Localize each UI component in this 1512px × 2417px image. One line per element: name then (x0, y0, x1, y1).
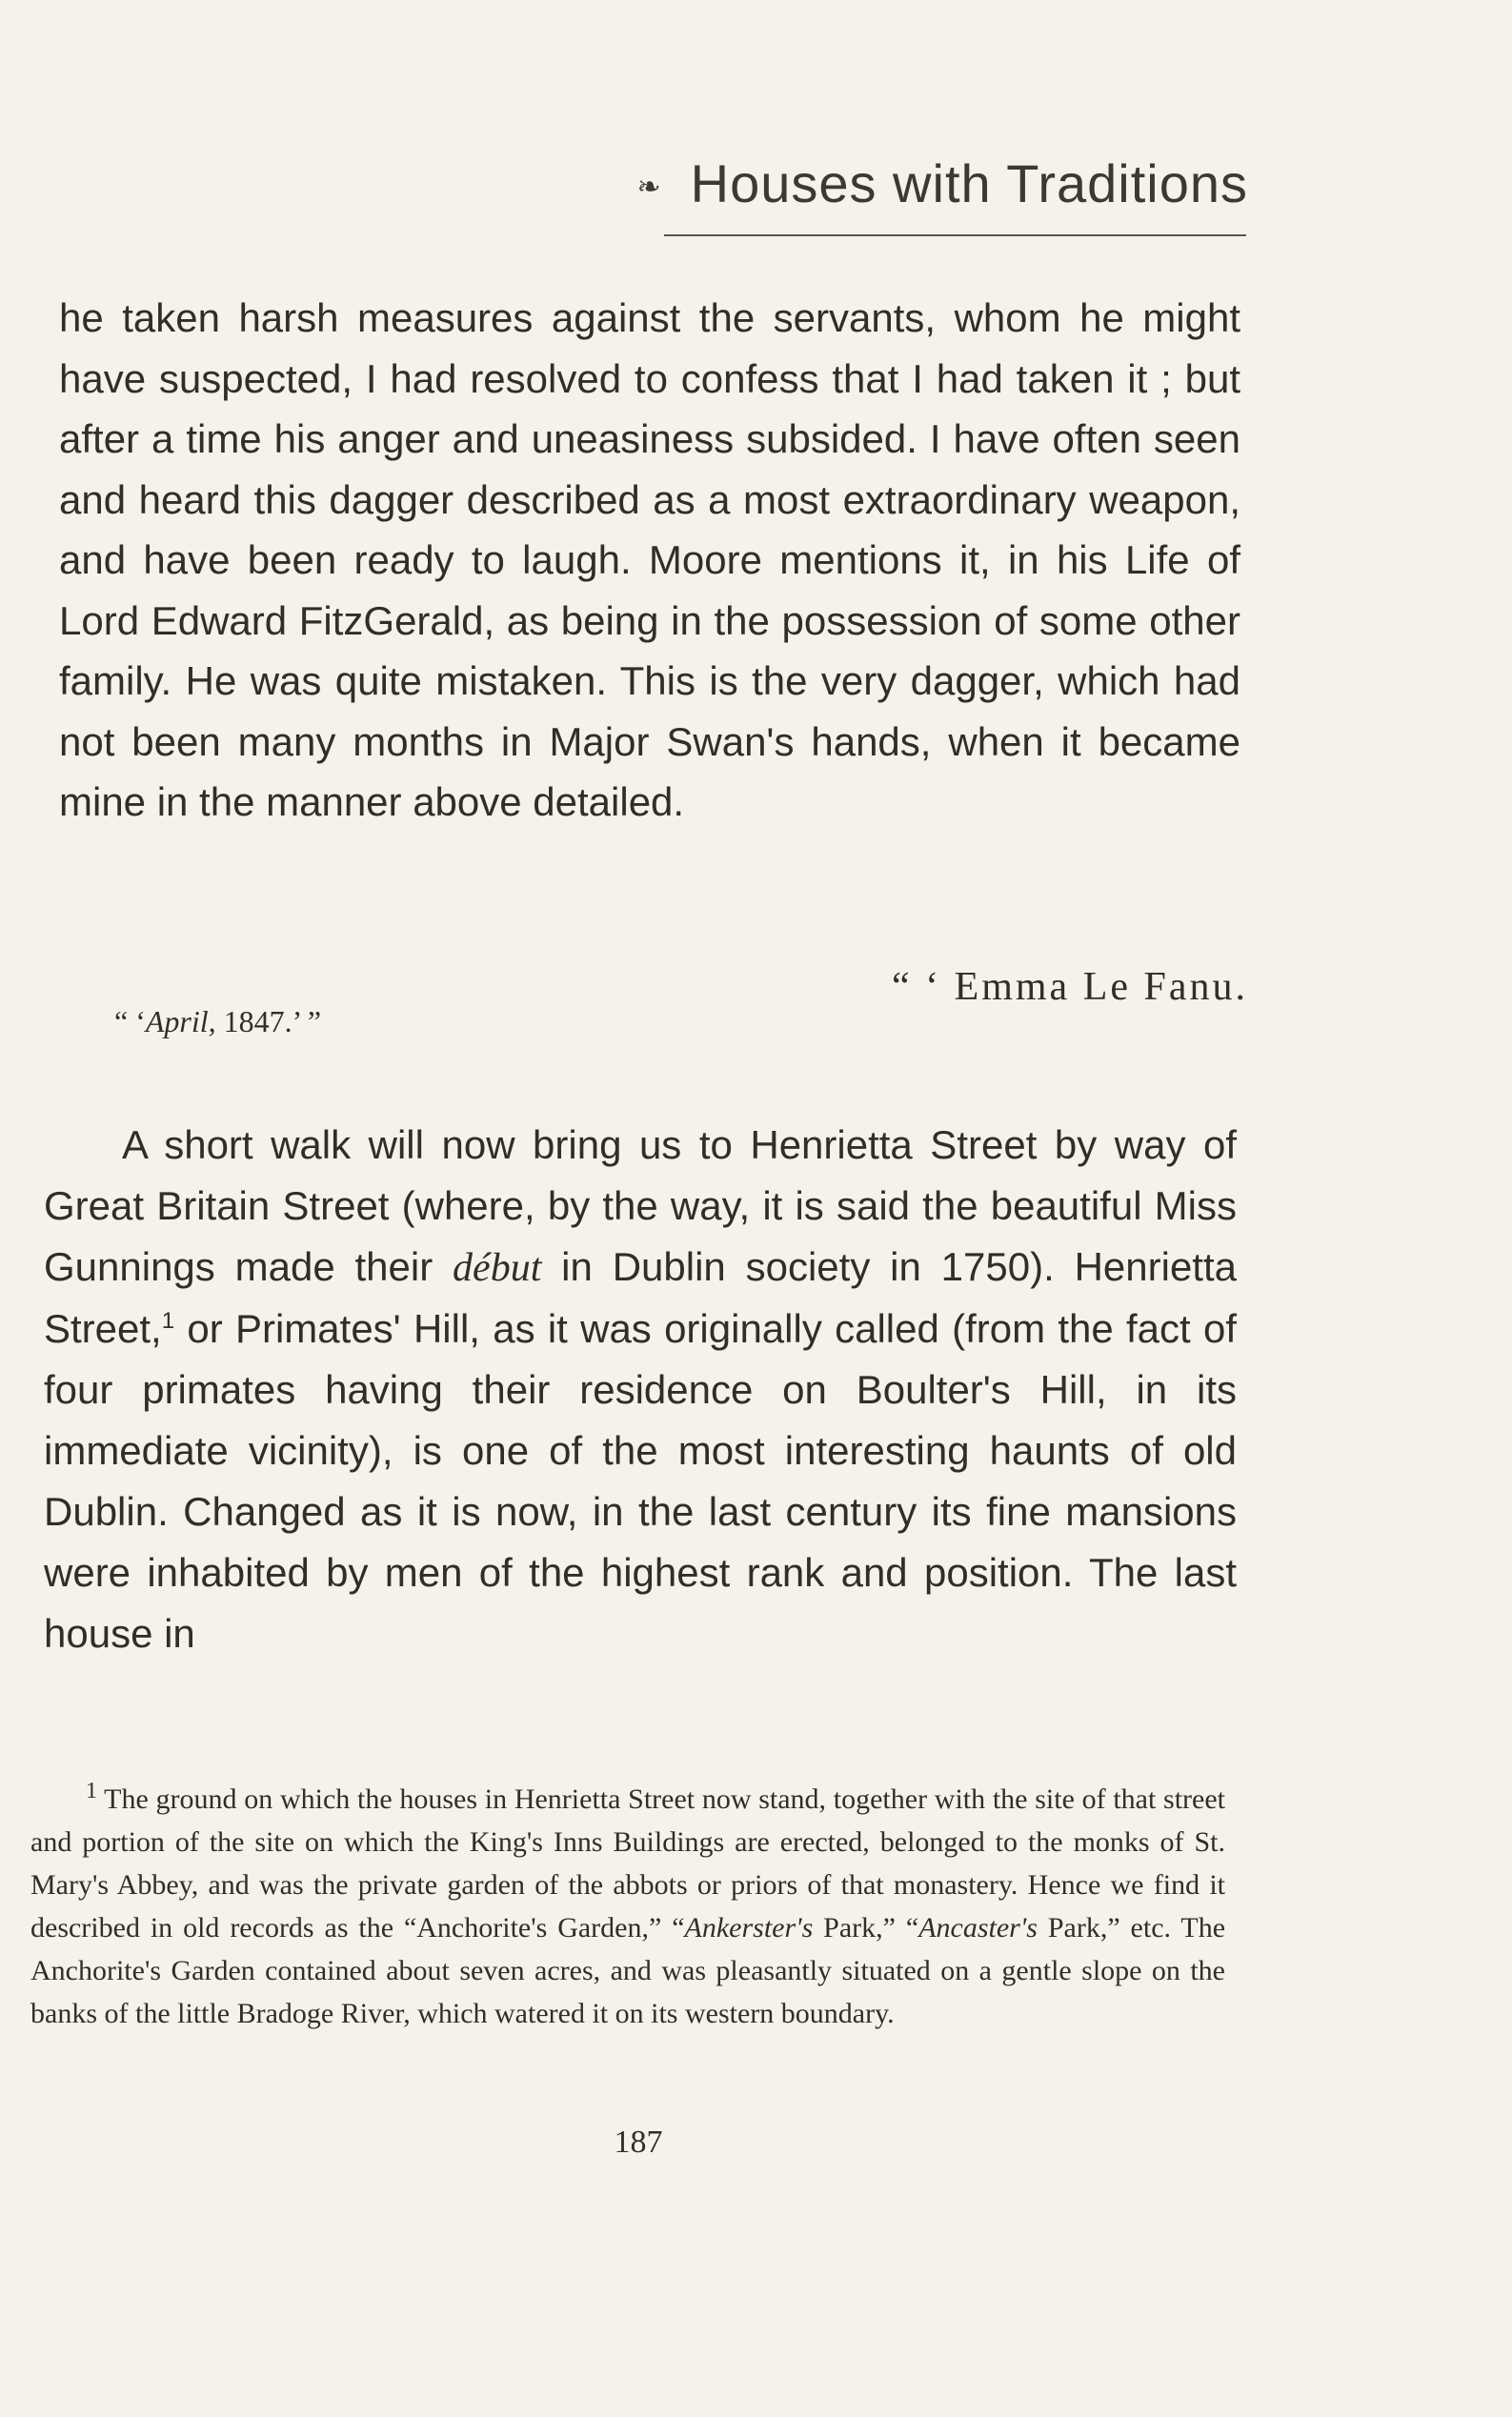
body-paragraph-1 (59, 288, 1240, 833)
date-month: April, (145, 1004, 216, 1038)
date-line (114, 1004, 321, 1039)
paragraph-text: he taken harsh measures against the servants, whom he might have suspected, I had resolved to confess that I had taken it ; but after a time his anger and uneasiness subsided. I have often seen and heard this dagger described as a most extraordinary weapon, and have been ready to laugh. Moore mentions it, in his Life of Lord Edward FitzGerald, as being in the possession of some other family. He was quite mistaken. This is the very dagger, which had not been many months in Major Swan's hands, when it became mine in the manner above detailed. (59, 295, 1240, 824)
fleuron-ornament-icon: ❧ (636, 171, 662, 203)
footnote-italic-1: Ankerster's (684, 1912, 814, 1944)
running-head-title: Houses with Traditions (690, 153, 1248, 213)
para2-debut: début (453, 1246, 542, 1290)
running-head (562, 152, 1248, 214)
para2-text-2: in Dublin society in 1750). Henrietta Street, (44, 1244, 1237, 1351)
footnote (30, 1778, 1225, 2035)
footnote-number: 1 (86, 1779, 97, 1803)
footnote-text-3: Park,” etc. The Anchorite's Garden contained about seven acres, and was pleasantly situated on a gentle slope on the banks of the little Bradoge River, which watered it on its western boundary. (30, 1912, 1226, 2029)
para2-text-3: or Primates' Hill, as it was originally called (from the fact of four primates having their residence on Boulter's Hill, in its immediate vicinity), is one of the most interesting haunts of old Dublin. Changed as it is now, in the last century its fine mansions were inhabited by men of the highest rank and position. The last house in (44, 1306, 1237, 1656)
footnote-reference: 1 (161, 1308, 175, 1334)
footnote-text-1: The ground on which the houses in Henrietta Street now stand, together with the site of that street and portion of the site on which the King's Inns Buildings are erected, belonged to the monks of St. Mary's Abbey, and was the private garden of the abbots or priors of that monastery. Hence we find it described in old records as the “Anchorite's Garden,” “ (30, 1783, 1225, 1944)
body-paragraph-2 (44, 1115, 1237, 1664)
para2-text-1: A short walk will now bring us to Henrietta Street by way of Great Britain Street (where, by the way, it is said the beautiful Miss Gunnings made their (44, 1122, 1237, 1289)
footnote-text-2: Park,” “ (813, 1912, 919, 1944)
page-number: 187 (614, 2125, 663, 2160)
running-head-rule (664, 234, 1246, 236)
footnote-italic-2: Ancaster's (918, 1912, 1038, 1944)
date-year: 1847.’ ” (223, 1004, 322, 1038)
paragraph-text (44, 1115, 1237, 1664)
date-open-quote: “ ‘ (114, 1004, 146, 1038)
signature: “ ‘ Emma Le Fanu. (891, 965, 1248, 1009)
footnote-text (30, 1778, 1225, 2035)
